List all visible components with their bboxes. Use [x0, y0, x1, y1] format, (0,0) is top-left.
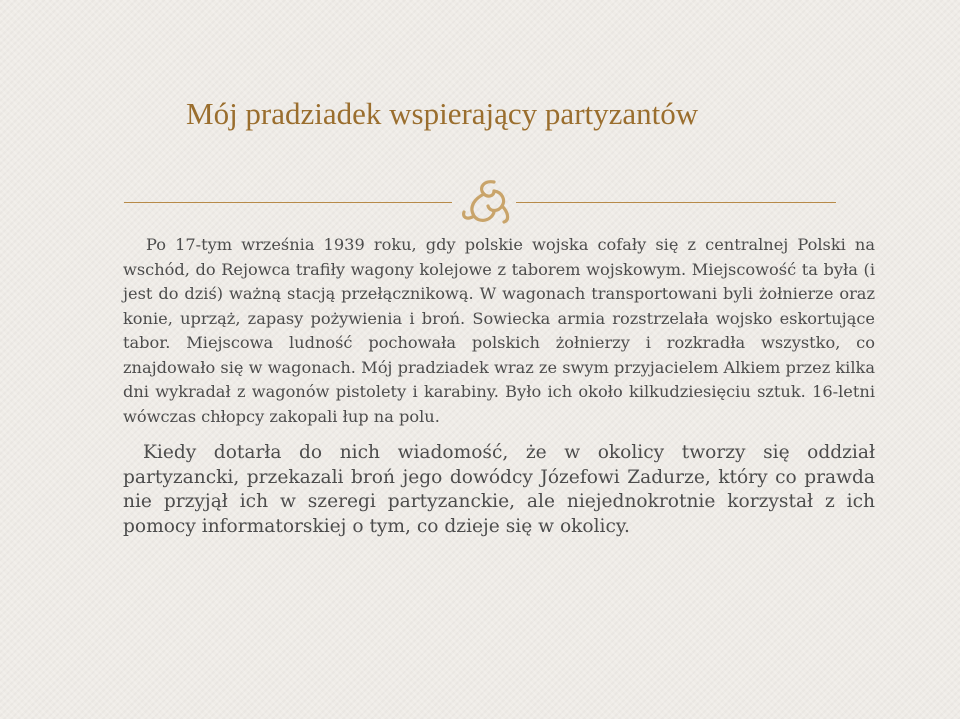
divider-line-left: [124, 202, 452, 203]
paragraph-1: Po 17-tym września 1939 roku, gdy polskie wojska cofały się z centralnej Polski na wschód, do Rejowca trafiły wagony kolejowe z taborem wojskowym. Miejscowość ta była (i jest do dziś) ważną stacją przełącznikową. W wagonach transportowani byli żołnierze oraz konie, uprząż, zapasy pożywienia i broń. Sowiecka armia rozstrzelała wojsko eskortujące tabor. Miejscowa ludność pochowała polskich żołnierzy i rozkradła wszystko, co znajdowało się w wagonach. Mój pradziadek wraz ze swym przyjacielem Alkiem przez kilka dni wykradał z wagonów pistolety i karabiny. Było ich około kilkudziesięciu sztuk. 16-letni wówczas chłopcy zakopali łup na polu.: [123, 235, 875, 426]
slide-title: Mój pradziadek wspierający partyzantów: [186, 96, 699, 131]
body-text: [123, 233, 875, 539]
scroll-flourish-icon: [454, 176, 516, 226]
title-divider: [124, 178, 836, 228]
divider-line-right: [516, 202, 836, 203]
paragraph-2: Kiedy dotarła do nich wiadomość, że w okolicy tworzy się oddział partyzancki, przekazali broń jego dowódcy Józefowi Zadurze, który co prawda nie przyjął ich w szeregi partyzanckie, ale niejednokrotnie korzystał z ich pomocy informatorskiej o tym, co dzieje się w okolicy.: [123, 442, 875, 537]
